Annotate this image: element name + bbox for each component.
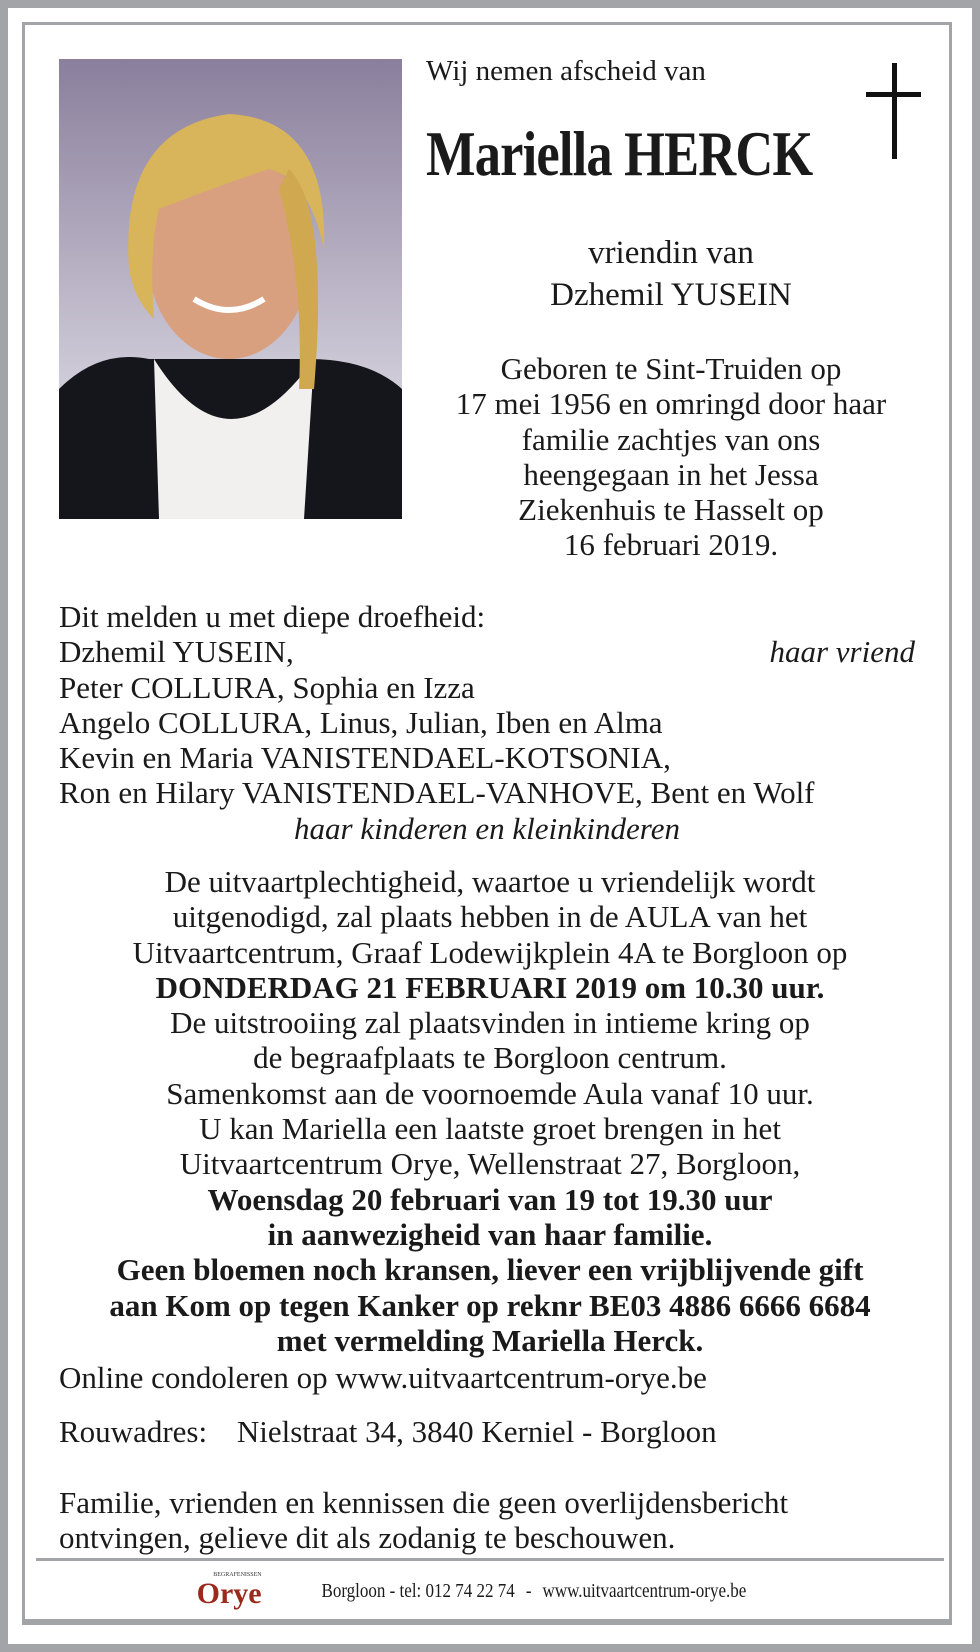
orye-logo — [197, 1572, 262, 1609]
closing-paragraph — [59, 1485, 788, 1556]
mourner-family: Angelo COLLURA, Linus, Julian, Iben en Alma — [59, 704, 663, 740]
ceremony-paragraph — [40, 864, 940, 1358]
donation-line: aan Kom op tegen Kanker op reknr BE03 4886 6666 6684 — [109, 1287, 871, 1323]
visitation-time: Woensdag 20 februari van 19 tot 19.30 uur — [207, 1181, 773, 1217]
logo-text: Orye — [196, 1577, 262, 1610]
footer-separator: - — [525, 1579, 532, 1602]
footer-contact: Borgloon - tel: 012 74 22 74 — [321, 1579, 515, 1602]
mourner-partner — [59, 634, 915, 669]
ceremony-line: Uitvaartcentrum Orye, Wellenstraat 27, Borgloon, — [179, 1146, 801, 1182]
address-value: Nielstraat 34, 3840 Kerniel - Borgloon — [236, 1414, 717, 1449]
footer-contact-block — [321, 1579, 746, 1603]
closing-line: Familie, vrienden en kennissen die geen overlijdensbericht — [59, 1485, 789, 1520]
birth-line: familie zachtjes van ons — [521, 421, 821, 457]
portrait-photo — [59, 59, 402, 519]
birth-line: 16 februari 2019. — [563, 527, 779, 563]
ceremony-date: DONDERDAG 21 FEBRUARI 2019 om 10.30 uur. — [155, 969, 825, 1005]
cross-icon-bar — [866, 92, 921, 97]
ceremony-line: De uitvaartplechtigheid, waartoe u vriendelijk wordt — [164, 864, 816, 899]
footer-divider — [36, 1558, 944, 1561]
ceremony-line: Uitvaartcentrum, Graaf Lodewijkplein 4A te Borgloon op — [132, 934, 848, 970]
ceremony-line: De uitstrooiing zal plaatsvinden in intieme kring op — [170, 1005, 810, 1041]
birth-line: 17 mei 1956 en omringd door haar — [455, 386, 887, 422]
birth-line: Ziekenhuis te Hasselt op — [518, 492, 824, 528]
address-label: Rouwadres: — [59, 1414, 208, 1449]
ceremony-line: in aanwezigheid van haar familie. — [267, 1216, 713, 1252]
family-role: haar kinderen en kleinkinderen — [294, 810, 680, 846]
ceremony-line: Samenkomst aan de voornoemde Aula vanaf 10 uur. — [166, 1075, 814, 1111]
mourners-list — [59, 599, 915, 846]
birth-line: heengegaan in het Jessa — [523, 456, 819, 492]
address-line — [59, 1414, 717, 1449]
online-condolence: Online condoleren op www.uitvaartcentrum-orye.be — [59, 1360, 707, 1395]
mourners-intro: Dit melden u met diepe droefheid: — [59, 599, 486, 634]
footer-website[interactable]: www.uitvaartcentrum-orye.be — [542, 1579, 746, 1602]
logo-subtext: BEGRAFENISSEN — [213, 1572, 262, 1578]
deceased-name: Mariella HERCK — [426, 118, 813, 189]
donation-line: met vermelding Mariella Herck. — [276, 1322, 704, 1358]
partner-name: Dzhemil YUSEIN — [550, 277, 792, 313]
mourner-family: Kevin en Maria VANISTENDAEL-KOTSONIA, — [59, 740, 671, 776]
birth-line: Geboren te Sint-Truiden op — [500, 351, 842, 386]
intro-text: Wij nemen afscheid van — [426, 55, 706, 87]
mourner-family: Peter COLLURA, Sophia en Izza — [59, 669, 475, 705]
cross-icon — [892, 63, 897, 159]
ceremony-line: de begraafplaats te Borgloon centrum. — [253, 1040, 727, 1076]
closing-line: ontvingen, gelieve dit als zodanig te beschouwen. — [59, 1520, 676, 1556]
birth-paragraph — [421, 351, 921, 563]
donation-line: Geen bloemen noch kransen, liever een vrijblijvende gift — [116, 1252, 864, 1288]
footer — [0, 1572, 980, 1609]
ceremony-line: uitgenodigd, zal plaats hebben in de AULA van het — [172, 899, 808, 935]
relation-block — [471, 232, 871, 316]
partner-role: haar vriend — [769, 634, 915, 670]
mourner-family: Ron en Hilary VANISTENDAEL-VANHOVE, Bent en Wolf — [59, 775, 815, 811]
relation-label: vriendin van — [588, 235, 754, 271]
partner-name: Dzhemil YUSEIN, — [59, 634, 294, 670]
ceremony-line: U kan Mariella een laatste groet brengen in het — [199, 1111, 781, 1147]
